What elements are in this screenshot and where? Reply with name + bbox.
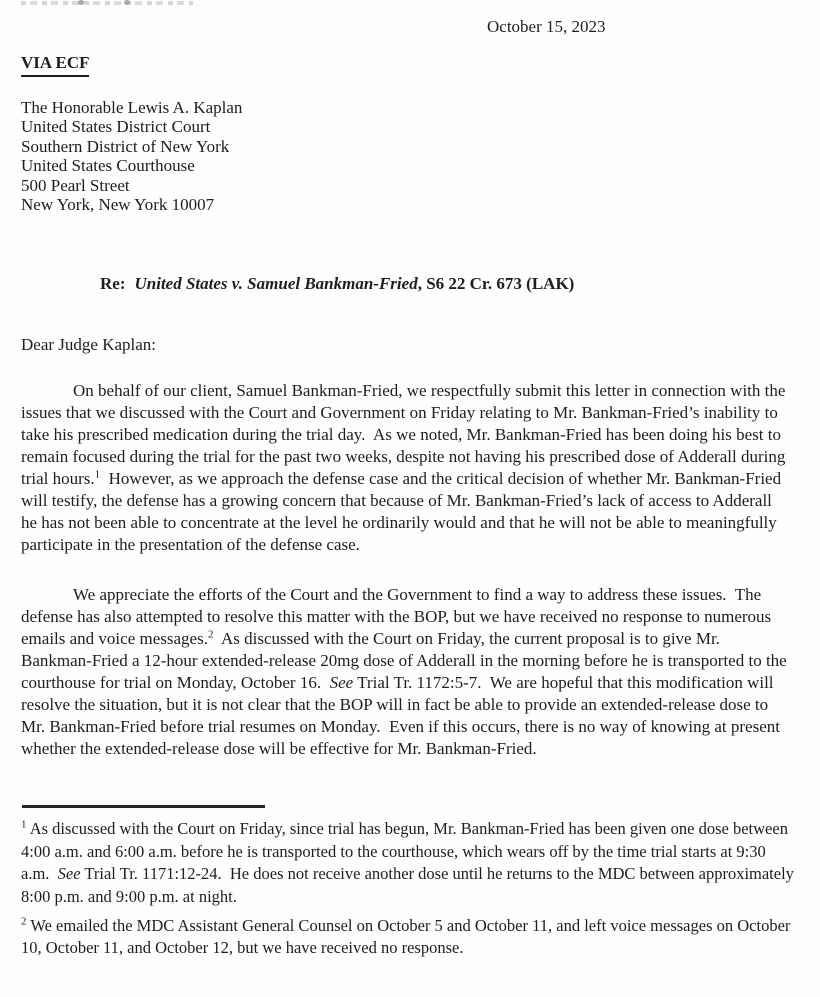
recipient-line: New York, New York 10007 xyxy=(21,195,215,215)
body-paragraph-2 xyxy=(21,584,791,760)
re-label: Re: xyxy=(100,274,126,294)
clipped-text-fragment xyxy=(21,1,193,5)
via-ecf-label: VIA ECF xyxy=(21,52,89,77)
case-number: , S6 22 Cr. 673 (LAK) xyxy=(417,274,575,294)
footnote-2-marker: 2 xyxy=(21,915,27,928)
footnote-separator-rule xyxy=(22,805,265,808)
citation-signal: See xyxy=(57,864,81,884)
footnote-1-marker: 1 xyxy=(21,818,27,831)
recipient-line: 500 Pearl Street xyxy=(21,175,130,195)
recipient-line: United States District Court xyxy=(21,117,211,137)
footnote-text: As discussed with the Court on Friday, since trial has begun, Mr. Bankman-Fried has been given one dose between 4:00 a.m. and 6:00 a.m. before he is transported to the courthouse, which wears off by the time trial starts at 9:30 a.m. xyxy=(21,819,793,884)
footnote-text: We emailed the MDC Assistant General Counsel on October 5 and October 11, and left voice messages on October 10, October 11, and October 12, but we have received no response. xyxy=(21,916,795,958)
citation-signal: See xyxy=(329,673,354,693)
clipped-letter-descender xyxy=(124,0,130,5)
recipient-line: The Honorable Lewis A. Kaplan xyxy=(21,98,243,117)
paragraph-text: We appreciate the efforts of the Court and the Government to find a way to address these issues. The defense has also attempted to resolve this matter with the BOP, but we have received no response to numerous emails and voice messages. xyxy=(21,585,776,649)
paragraph-text: As discussed with the Court on Friday, the current proposal is to give Mr. Bankman-Fried a 12-hour extended-release 20mg dose of Adderall in the morning before he is transported to the courthouse for trial on Monday, October 16. xyxy=(21,629,791,693)
recipient-address-block xyxy=(21,98,794,214)
footnote-1 xyxy=(21,818,799,908)
clipped-letter-descender xyxy=(78,0,84,5)
via-ecf-line xyxy=(21,52,794,77)
recipient-line: Southern District of New York xyxy=(21,136,230,156)
re-subject-line xyxy=(83,251,794,317)
salutation: Dear Judge Kaplan: xyxy=(21,335,157,355)
case-name: United States v. Samuel Bankman-Fried xyxy=(134,274,418,294)
recipient-line: United States Courthouse xyxy=(21,156,195,176)
footnote-reference-1: 1 xyxy=(94,468,101,481)
footnote-2 xyxy=(21,915,795,960)
footnote-text: Trial Tr. 1171:12-24. He does not receive another dose until he returns to the MDC between approximately 8:00 p.m. and 9:00 p.m. at night. xyxy=(21,864,799,906)
paragraph-text: Trial Tr. 1172:5-7. We are hopeful that this modification will resolve the situation, but it is not clear that the BOP will in fact be able to provide an extended-release dose to Mr. Bankman-Fried before trial resumes on Monday. Even if this occurs, there is no way of knowing at present whether the extended-release dose will be effective for Mr. Bankman-Fried. xyxy=(21,673,785,759)
footnote-reference-2: 2 xyxy=(207,628,214,641)
letter-date: October 15, 2023 xyxy=(487,17,606,36)
paragraph-text: On behalf of our client, Samuel Bankman-Fried, we respectfully submit this letter in connection with the issues that we discussed with the Court and Government on Friday relating to Mr. Bankman-Fried’s inability to take his prescribed medication during the trial day. As we noted, Mr. Bankman-Fried has been doing his best to remain focused during the trial for the past two weeks, despite not having his prescribed dose of Adderall during trial hours. xyxy=(21,381,790,489)
paragraph-text: However, as we approach the defense case and the critical decision of whether Mr. Bankman-Fried will testify, the defense has a growing concern that because of Mr. Bankman-Fried’s lack of access to Adderall he has not been able to concentrate at the level he ordinarily would and that he will not be able to meaningfully participate in the presentation of the defense case. xyxy=(21,469,786,555)
body-paragraph-1 xyxy=(21,380,791,556)
